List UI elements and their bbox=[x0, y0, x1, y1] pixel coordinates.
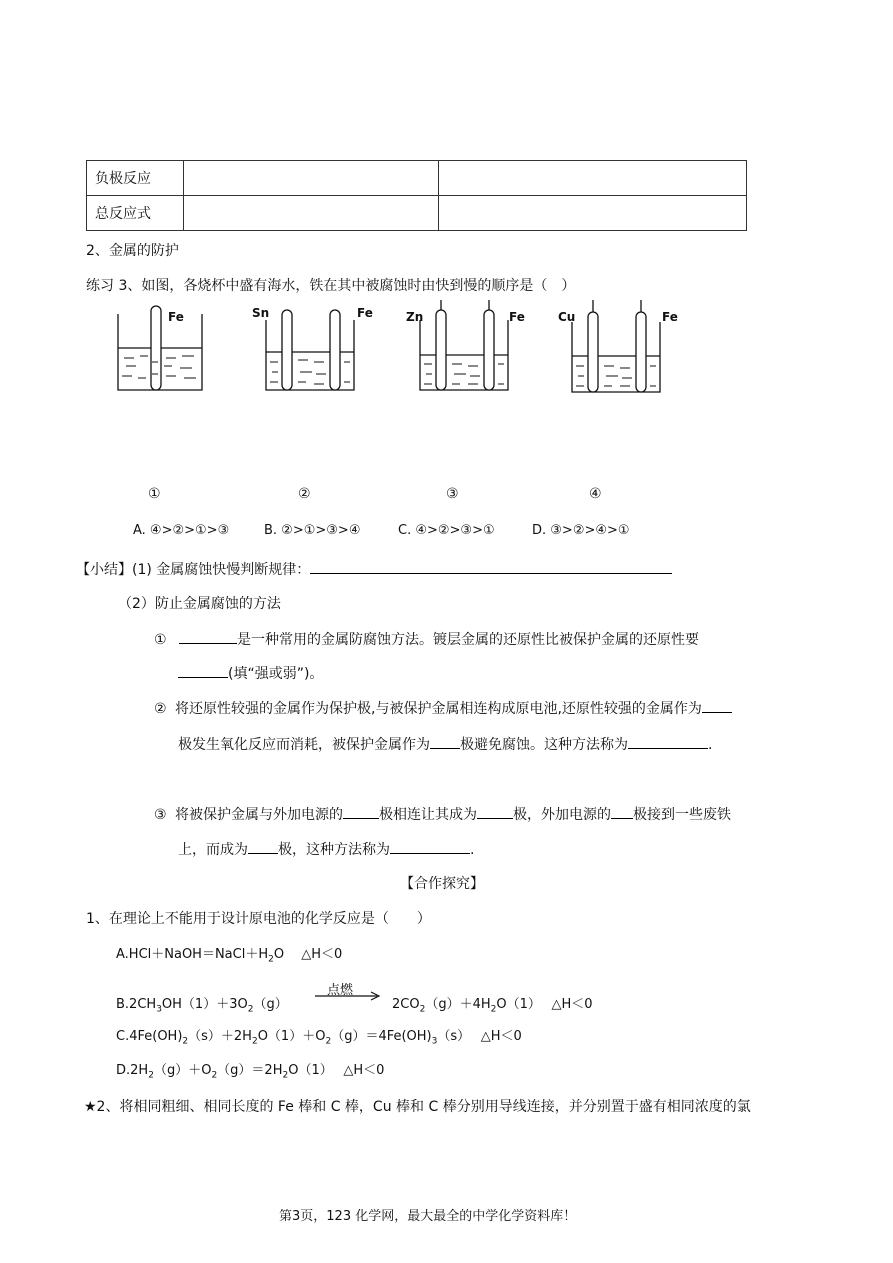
method-2-text: 极避免腐蚀。这种方法称为 bbox=[460, 737, 628, 753]
method-2-text: . bbox=[708, 737, 713, 753]
method-3-text: . bbox=[470, 842, 475, 858]
item-number: ③ bbox=[154, 807, 167, 823]
item-number: ① bbox=[154, 632, 167, 648]
summary-label: 【小结】(1) 金属腐蚀快慢判断规律： bbox=[76, 562, 311, 578]
method-2-text: 将还原性较强的金属作为保护极,与被保护金属相连构成原电池,还原性较强的金属作为 bbox=[175, 701, 702, 717]
method-3-line-b bbox=[178, 838, 474, 859]
option-a[interactable]: $A.HCl+NaOH=NaCl+H_2O$ △H＜0 bbox=[116, 947, 343, 965]
method-2-text: 极发生氧化反应而消耗，被保护金属作为 bbox=[178, 737, 430, 753]
answer-blank[interactable] bbox=[477, 803, 513, 819]
condition-label: 点燃 bbox=[327, 983, 354, 998]
option-d[interactable]: $D.2H_2(g)+O_2(g)=2H_2O(1)$ △H＜0 bbox=[116, 1063, 385, 1081]
answer-blank[interactable] bbox=[248, 838, 278, 854]
table-cell[interactable] bbox=[439, 196, 747, 231]
page-footer: 第3页，123 化学网，最大最全的中学化学资料库！ bbox=[279, 1209, 577, 1224]
beaker-4 bbox=[572, 300, 660, 392]
electrode-label: Fe bbox=[662, 310, 678, 324]
beaker-3 bbox=[420, 300, 508, 390]
method-3-line-a bbox=[154, 803, 731, 824]
electrode-label: Fe bbox=[509, 310, 525, 324]
method-3-text: 极相连让其成为 bbox=[379, 807, 478, 823]
beaker-number: ④ bbox=[589, 486, 602, 502]
section-heading: 2、金属的防护 bbox=[86, 243, 179, 259]
item-number: ② bbox=[154, 701, 167, 717]
answer-blank[interactable] bbox=[179, 628, 237, 644]
coop-heading: 【合作探究】 bbox=[400, 876, 484, 892]
method-1-line-a bbox=[154, 628, 699, 649]
table-row bbox=[87, 196, 747, 231]
q2-text: ★2、将相同粗细、相同长度的 Fe 棒和 C 棒，Cu 棒和 C 棒分别用导线连接，并分别置于盛有相同浓度的氯 bbox=[84, 1099, 751, 1115]
option-a[interactable]: A. ④>②>①>③ bbox=[133, 523, 230, 538]
method-3-text: 极，外加电源的 bbox=[513, 807, 612, 823]
electrode-label: Sn bbox=[252, 306, 270, 320]
option-b-products: $2CO_2(g)+4H_2O(1)$ △H＜0 bbox=[392, 997, 593, 1015]
answer-blank[interactable] bbox=[430, 733, 460, 749]
answer-blank[interactable] bbox=[611, 803, 633, 819]
reaction-arrow-icon bbox=[313, 990, 383, 1002]
q1-question: 1、在理论上不能用于设计原电池的化学反应是（ ） bbox=[86, 911, 431, 927]
table-cell[interactable] bbox=[439, 161, 747, 196]
reaction-table bbox=[86, 160, 747, 231]
answer-blank[interactable] bbox=[390, 838, 470, 854]
electrode-label: Fe bbox=[357, 306, 373, 320]
method-3-text: 极接到一些废铁 bbox=[633, 807, 732, 823]
method-3-text: 极，这种方法称为 bbox=[278, 842, 390, 858]
beaker-number: ② bbox=[298, 486, 311, 502]
beaker-1 bbox=[118, 306, 202, 390]
summary-line-2: （2）防止金属腐蚀的方法 bbox=[118, 596, 281, 612]
electrode-label: Cu bbox=[558, 310, 576, 324]
method-2-line-a bbox=[154, 697, 732, 718]
table-cell[interactable] bbox=[184, 161, 439, 196]
option-b[interactable]: B. ②>①>③>④ bbox=[264, 523, 361, 538]
electrode-label: Fe bbox=[168, 310, 184, 324]
table-cell-label: 负极反应 bbox=[87, 161, 184, 196]
table-cell[interactable] bbox=[184, 196, 439, 231]
option-b[interactable]: $B.2CH_3OH(1)+3O_2(g)$ bbox=[116, 997, 288, 1015]
beaker-number: ③ bbox=[446, 486, 459, 502]
answer-blank[interactable] bbox=[702, 697, 732, 713]
answer-blank[interactable] bbox=[178, 662, 228, 678]
table-row bbox=[87, 161, 747, 196]
method-2-line-b bbox=[178, 733, 712, 754]
method-3-text: 将被保护金属与外加电源的 bbox=[175, 807, 344, 823]
answer-blank[interactable] bbox=[343, 803, 379, 819]
method-1-text: 是一种常用的金属防腐蚀方法。镀层金属的还原性比被保护金属的还原性要 bbox=[237, 632, 700, 648]
answer-blank[interactable] bbox=[628, 733, 708, 749]
option-c[interactable]: $C.4Fe(OH)_2(s)+2H_2O(1)+O_2(g)=4Fe(OH)_3(s)$ △H＜0 bbox=[116, 1029, 522, 1047]
electrode-label: Zn bbox=[406, 310, 424, 324]
answer-blank[interactable] bbox=[310, 558, 672, 574]
summary-line-1 bbox=[76, 558, 672, 579]
method-3-text: 上，而成为 bbox=[178, 842, 248, 858]
option-c[interactable]: C. ④>②>③>① bbox=[398, 523, 495, 538]
beaker-2 bbox=[266, 310, 354, 390]
practice3-question: 练习 3、如图，各烧杯中盛有海水，铁在其中被腐蚀时由快到慢的顺序是（ ） bbox=[86, 278, 576, 294]
method-1-line-b bbox=[178, 662, 323, 683]
option-d[interactable]: D. ③>②>④>① bbox=[532, 523, 630, 538]
beaker-number: ① bbox=[148, 486, 161, 502]
method-1-hint: (填“强或弱”)。 bbox=[228, 666, 324, 682]
table-cell-label: 总反应式 bbox=[87, 196, 184, 231]
